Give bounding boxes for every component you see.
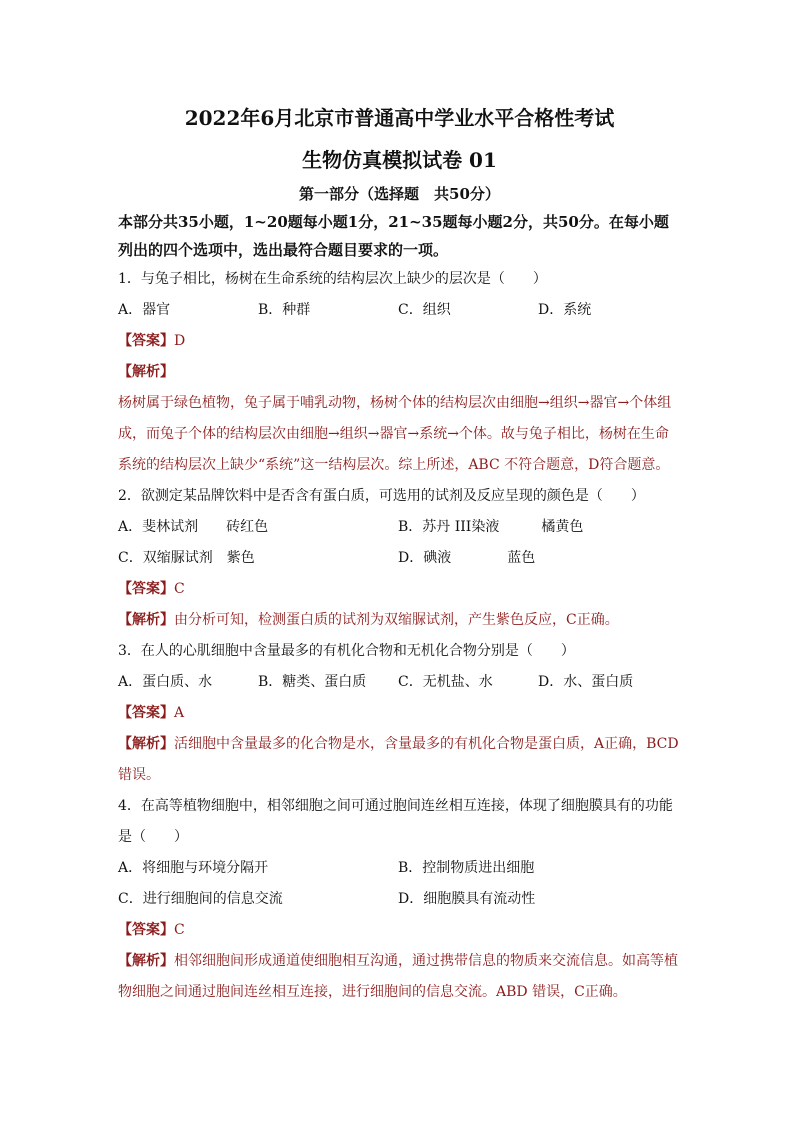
answer-line [118, 698, 681, 729]
question-options [118, 667, 681, 698]
analysis-label: 【解析】 [118, 364, 174, 380]
answer-label: 【答案】 [118, 581, 174, 597]
analysis-label: 【解析】 [118, 612, 174, 628]
answer-line [118, 574, 681, 605]
analysis-text: 由分析可知，检测蛋白质的试剂为双缩脲试剂，产生紫色反应，C正确。 [174, 612, 619, 628]
analysis-label: 【解析】 [118, 736, 174, 752]
option-c: C．组织 [398, 302, 451, 318]
answer-value: D [174, 333, 186, 349]
option-d: D．系统 [538, 302, 592, 318]
analysis-text: 活细胞中含量最多的化合物是水，含量最多的有机化合物是蛋白质，A正确，BCD错误。 [118, 736, 679, 783]
answer-line [118, 915, 681, 946]
analysis-line [118, 605, 681, 636]
answer-value: C [174, 581, 185, 597]
answer-value: A [174, 705, 185, 721]
option-a: A．器官 [118, 302, 171, 318]
option-c: C．双缩脲试剂 紫色 [118, 550, 255, 566]
exam-title: 2022年6月北京市普通高中学业水平合格性考试 [184, 106, 615, 130]
answer-label: 【答案】 [118, 922, 174, 938]
analysis-text: 相邻细胞间形成通道使细胞相互沟通，通过携带信息的物质来交流信息。如高等植物细胞之间通过胞间连丝相互连接，进行细胞间的信息交流。ABD 错误，C正确。 [118, 953, 678, 1000]
question-stem: 4．在高等植物细胞中，相邻细胞之间可通过胞间连丝相互连接，体现了细胞膜具有的功能是（ ） [118, 798, 673, 845]
answer-label: 【答案】 [118, 705, 174, 721]
option-b: B．糖类、蛋白质 [258, 674, 367, 690]
analysis-text: 杨树属于绿色植物，兔子属于哺乳动物，杨树个体的结构层次由细胞→组织→器官→个体组成，而兔子个体的结构层次由细胞→组织→器官→系统→个体。故与兔子相比，杨树在生命系统的结构层次上缺少“系统”这一结构层次。综上所述，ABC 不符合题意，D符合题意。 [118, 395, 672, 473]
question-options [118, 884, 681, 915]
exam-subtitle: 生物仿真模拟试卷 01 [302, 148, 497, 172]
option-d: D．水、蛋白质 [538, 674, 634, 690]
option-c: C．进行细胞间的信息交流 [118, 891, 283, 907]
question-options [118, 295, 681, 326]
option-b: B．苏丹 III染液 橘黄色 [398, 519, 584, 535]
analysis-label: 【解析】 [118, 953, 174, 969]
answer-label: 【答案】 [118, 333, 174, 349]
option-a: A．将细胞与环境分隔开 [118, 860, 269, 876]
option-b: B．控制物质进出细胞 [398, 860, 535, 876]
option-a: A．蛋白质、水 [118, 674, 213, 690]
option-c: C．无机盐、水 [398, 674, 493, 690]
section-heading: 第一部分（选择题 共50分） [299, 185, 500, 203]
option-b: B．种群 [258, 302, 311, 318]
question-stem: 1．与兔子相比，杨树在生命系统的结构层次上缺少的层次是（ ） [118, 271, 547, 287]
question-stem: 2．欲测定某品牌饮料中是否含有蛋白质，可选用的试剂及反应呈现的颜色是（ ） [118, 488, 645, 504]
question-stem: 3．在人的心肌细胞中含量最多的有机化合物和无机化合物分别是（ ） [118, 643, 575, 659]
analysis-heading [118, 357, 681, 388]
question-options [118, 853, 681, 884]
section-instructions: 本部分共35小题，1~20题每小题1分，21~35题每小题2分，共50分。在每小题列出的四个选项中，选出最符合题目要求的一项。 [118, 213, 669, 259]
answer-line [118, 326, 681, 357]
question-options [118, 543, 681, 574]
analysis-line [118, 946, 681, 1008]
option-d: D．细胞膜具有流动性 [398, 891, 536, 907]
analysis-line [118, 729, 681, 791]
question-options [118, 512, 681, 543]
option-a: A．斐林试剂 砖红色 [118, 519, 269, 535]
option-d: D．碘液 蓝色 [398, 550, 536, 566]
answer-value: C [174, 922, 185, 938]
